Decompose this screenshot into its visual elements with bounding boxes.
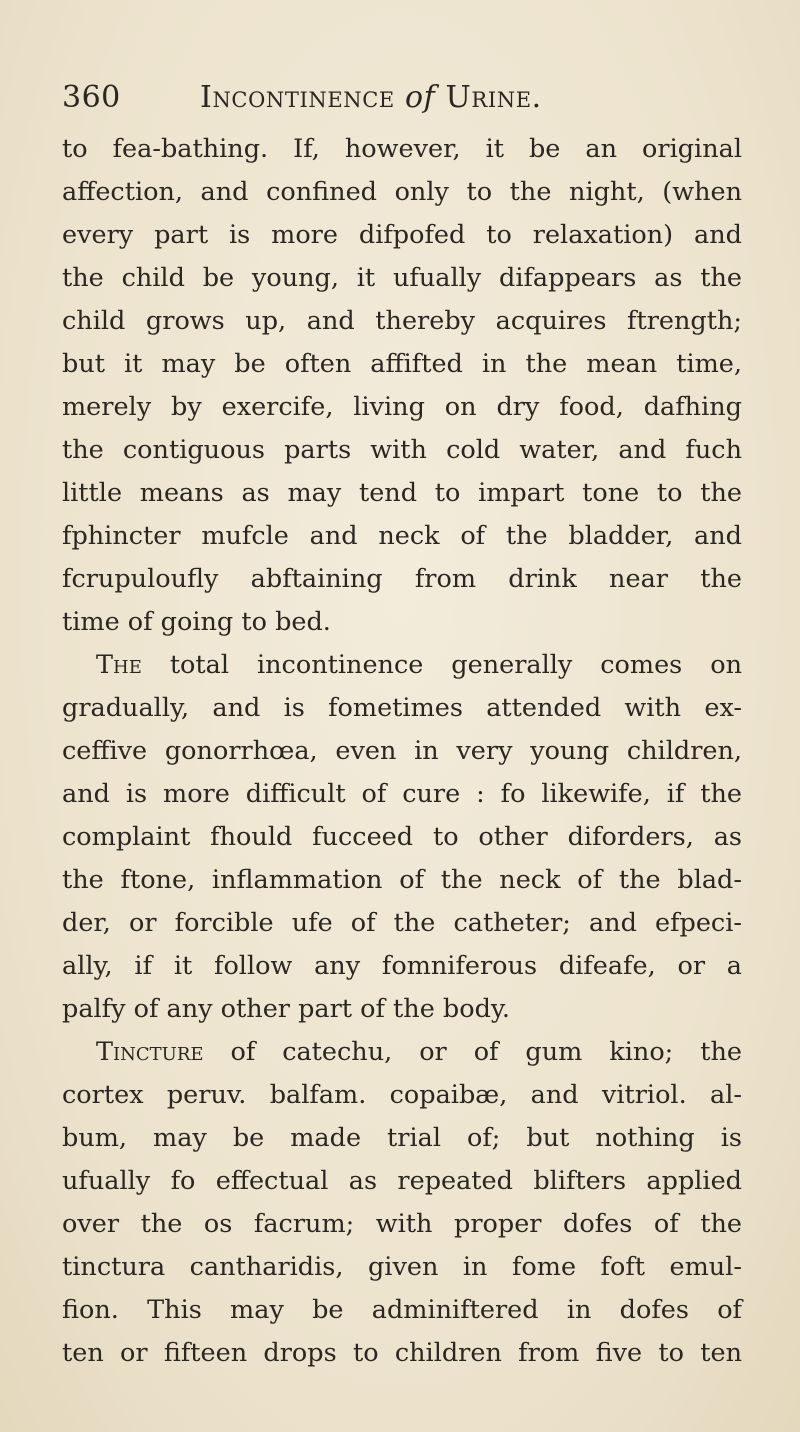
paragraph-lead-word: Tincture bbox=[96, 1037, 204, 1067]
text-line: time of going to bed. bbox=[62, 607, 331, 637]
text-line-rest: of catechu, or of gum kino; the bbox=[203, 1037, 742, 1067]
text-line: the child be young, it ufually difappears as the bbox=[62, 263, 742, 293]
running-title-of: of bbox=[405, 80, 436, 115]
text-line: and is more difficult of cure : fo likewife, if the bbox=[62, 779, 742, 809]
running-title-part1: Incontinence bbox=[200, 80, 406, 115]
text-line: palfy of any other part of the body. bbox=[62, 994, 511, 1024]
text-line: ally, if it follow any fomniferous difeafe, or a bbox=[62, 951, 742, 981]
paragraph-lead-word: The bbox=[96, 650, 142, 680]
text-line: fphincter mufcle and neck of the bladder, and bbox=[62, 521, 742, 551]
text-line: the ftone, inflammation of the neck of the blad- bbox=[62, 865, 742, 895]
text-line: every part is more difpofed to relaxation) and bbox=[62, 220, 742, 250]
text-line: der, or forcible ufe of the catheter; and efpeci- bbox=[62, 908, 742, 938]
text-line: the contiguous parts with cold water, and fuch bbox=[62, 435, 742, 465]
text-line: fcrupuloufly abftaining from drink near the bbox=[62, 564, 742, 594]
text-line: bum, may be made trial of; but nothing is bbox=[62, 1123, 742, 1153]
paragraph-start-line bbox=[62, 1031, 742, 1074]
text-line: child grows up, and thereby acquires ftrength; bbox=[62, 306, 742, 336]
running-title bbox=[200, 78, 542, 118]
text-line: affection, and confined only to the night, (when bbox=[62, 177, 742, 207]
text-line: to fea-bathing. If, however, it be an original bbox=[62, 134, 742, 164]
text-line: ceffive gonorrhœa, even in very young children, bbox=[62, 736, 742, 766]
text-line: cortex peruv. balfam. copaibæ, and vitriol. al- bbox=[62, 1080, 742, 1110]
text-line: little means as may tend to impart tone to the bbox=[62, 478, 742, 508]
text-line: merely by exercife, living on dry food, dafhing bbox=[62, 392, 742, 422]
body-text bbox=[62, 128, 742, 1375]
text-line: over the os facrum; with proper dofes of the bbox=[62, 1209, 742, 1239]
text-line: ten or fifteen drops to children from five to ten bbox=[62, 1338, 742, 1368]
text-line: but it may be often affifted in the mean time, bbox=[62, 349, 742, 379]
text-line: ufually fo effectual as repeated blifters applied bbox=[62, 1166, 742, 1196]
running-title-part2: Urine. bbox=[435, 80, 542, 115]
text-line: tinctura cantharidis, given in fome foft emul- bbox=[62, 1252, 742, 1282]
text-line: fion. This may be adminiftered in dofes of bbox=[62, 1295, 742, 1325]
text-line-rest: total incontinence generally comes on bbox=[141, 650, 742, 680]
running-header bbox=[62, 78, 742, 118]
paragraph-start-line bbox=[62, 644, 742, 687]
text-line: gradually, and is fometimes attended with ex- bbox=[62, 693, 742, 723]
text-line: complaint fhould fucceed to other diforders, as bbox=[62, 822, 742, 852]
page-number: 360 bbox=[62, 80, 121, 115]
